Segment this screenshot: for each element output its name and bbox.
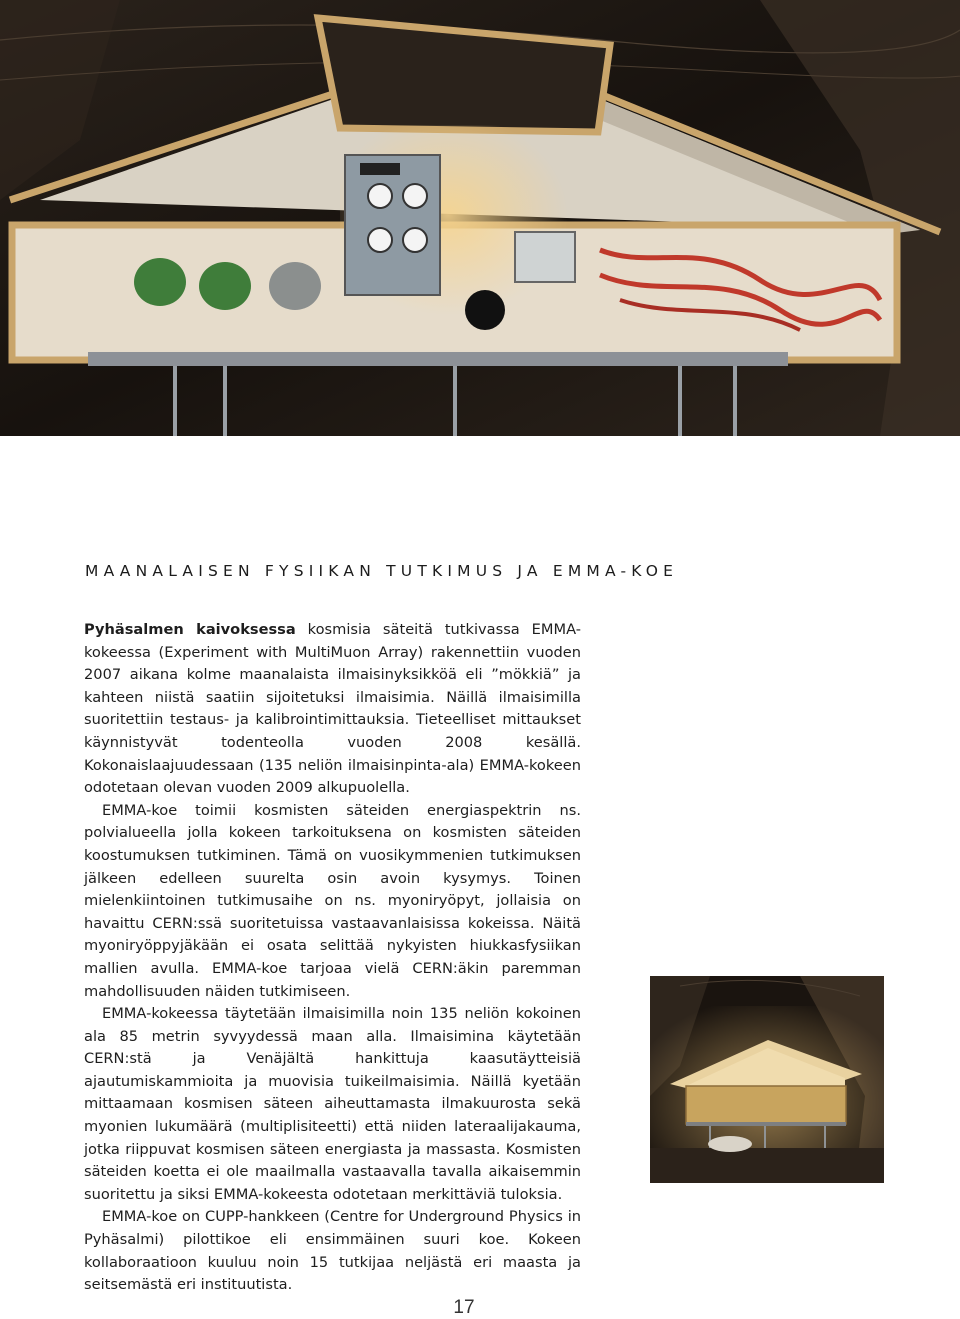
paragraph	[84, 619, 581, 800]
page-number: 17	[453, 1297, 475, 1318]
side-photo	[650, 976, 884, 1183]
lead-bold-text: Pyhäsalmen kaivoksessa	[84, 621, 296, 638]
paragraph: EMMA-koe on CUPP-hankkeen (Centre for Underground Physics in Pyhäsalmi) pilottikoe eli ensimmäinen suuri koe. Kokeen kollaboraatioon kuuluu noin 15 tutkijaa neljästä eri maasta ja seitsemästä eri instituutista.	[84, 1208, 581, 1294]
detector-hut-exterior-photo	[650, 976, 884, 1183]
paragraph: EMMA-kokeessa täytetään ilmaisimilla noin 135 neliön kokoinen ala 85 metrin syvyydessä maan alla. Ilmaisimina käytetään CERN:stä ja Venäjältä hankittuja kaasutäytteisiä ajautumiskammioita ja muovisia tuikeilmaisimia. Näillä kyetään mittaamaan kosmisen säteen aiheuttamasta ilmakuurosta sekä myonien lukumäärä (multiplisiteetti) että niiden lateraalijakauma, jotka riippuvat kosmisen säteen energiasta ja massasta. Kosmisten säteiden koetta ei ole maailmalla vastaavalla tavalla aikaisemmin suoritettu ja siksi EMMA-kokeesta odotetaan merkittäviä tuloksia.	[84, 1005, 581, 1203]
detector-hut-photo	[0, 0, 960, 436]
section-heading: MAANALAISEN FYSIIKAN TUTKIMUS JA EMMA-KOE	[85, 562, 679, 580]
hero-photo	[0, 0, 960, 436]
article-body	[84, 619, 581, 1297]
paragraph: EMMA-koe toimii kosmisten säteiden energiaspektrin ns. polvialueella jolla kokeen tarkoituksena on kosmisten säteiden koostumuksen tutkiminen. Tämä on vuosikymmenien tutkimuksen jälkeen edelleen suurelta osin avoin kysymys. Toinen mielenkiintoinen tutkimusaihe on ns. myoniryöpyt, jollaisia on havaittu CERN:ssä suoritetuissa vastaavanlaisissa kokeissa. Näitä myoniryöppyjäkään ei osata selittää nykyisten hiukkasfysiikan mallien avulla. EMMA-koe tarjoaa vielä CERN:äkin paremman mahdollisuuden näiden tutkimiseen.	[84, 801, 581, 1000]
paragraph-text: kosmisia säteitä tutkivassa EMMA-kokeessa (Experiment with MultiMuon Array) rakennettiin vuoden 2007 aikana kolme maanalaista ilmaisinyksikköä eli ”mökkiä” ja kahteen niistä saatiin sijoitetuksi ilmaisimia. Näillä ilmaisimilla suoritettiin testaus- ja kalibrointimittauksia. Tieteelliset mittaukset käynnistyvät todenteolla vuoden 2008 kesällä. Kokonaislaajuudessaan (135 neliön ilmaisinpinta-ala) EMMA-kokeen odotetaan olevan vuoden 2009 alkupuolella.	[84, 621, 582, 797]
